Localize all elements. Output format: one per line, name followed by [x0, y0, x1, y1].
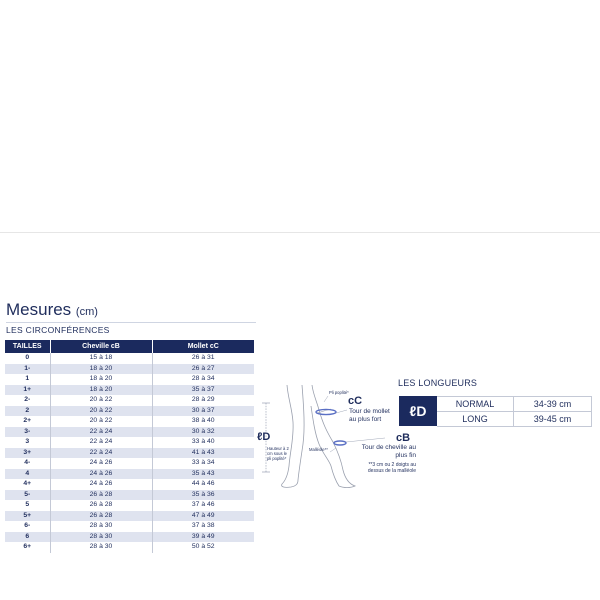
calf-cell: 28 à 34 [152, 374, 254, 385]
ankle-cell: 26 à 28 [50, 511, 152, 522]
calf-cell: 39 à 49 [152, 532, 254, 543]
calf-cell: 26 à 27 [152, 364, 254, 375]
size-row [5, 479, 254, 490]
size-cell: 5+ [5, 511, 50, 522]
size-row [5, 437, 254, 448]
calf-cell: 38 à 40 [152, 416, 254, 427]
calf-cell: 26 à 31 [152, 353, 254, 364]
ankle-cell: 28 à 30 [50, 542, 152, 553]
top-divider [0, 232, 600, 233]
leg-illustration [257, 380, 417, 495]
length-row [437, 397, 592, 412]
size-cell: 5 [5, 500, 50, 511]
size-cell: 1+ [5, 385, 50, 396]
calf-cell: 35 à 37 [152, 385, 254, 396]
page-title [6, 300, 98, 320]
calf-cell: 30 à 37 [152, 406, 254, 417]
calf-cell: 41 à 43 [152, 448, 254, 459]
size-cell: 6 [5, 532, 50, 543]
size-row [5, 490, 254, 501]
title-main: Mesures [6, 300, 72, 319]
ankle-cell: 15 à 18 [50, 353, 152, 364]
size-row [5, 500, 254, 511]
ankle-cell: 18 à 20 [50, 364, 152, 375]
size-cell: 2+ [5, 416, 50, 427]
size-cell: 1 [5, 374, 50, 385]
title-unit: (cm) [75, 306, 98, 318]
cc-label: cC [348, 395, 363, 407]
size-cell: 4- [5, 458, 50, 469]
ankle-cell: 24 à 26 [50, 458, 152, 469]
size-cell: 3- [5, 427, 50, 438]
header-calf: Mollet cC [152, 340, 254, 353]
sizes-header-row [5, 340, 254, 353]
title-underline [6, 322, 256, 323]
calf-cell: 30 à 32 [152, 427, 254, 438]
calf-cell: 37 à 46 [152, 500, 254, 511]
length-value: 39-45 cm [514, 412, 592, 427]
ankle-cell: 22 à 24 [50, 448, 152, 459]
header-sizes: TAILLES [5, 340, 50, 353]
ankle-cell: 26 à 28 [50, 490, 152, 501]
size-cell: 6- [5, 521, 50, 532]
calf-cell: 33 à 34 [152, 458, 254, 469]
size-row [5, 385, 254, 396]
calf-cell: 37 à 38 [152, 521, 254, 532]
calf-cell: 28 à 29 [152, 395, 254, 406]
leg-diagram [257, 380, 417, 495]
ankle-cell: 22 à 24 [50, 437, 152, 448]
size-row [5, 469, 254, 480]
size-cell: 4 [5, 469, 50, 480]
ankle-cell: 18 à 20 [50, 385, 152, 396]
size-row [5, 406, 254, 417]
size-row [5, 416, 254, 427]
ankle-cell: 20 à 22 [50, 406, 152, 417]
ankle-cell: 20 à 22 [50, 416, 152, 427]
lengths-table [437, 396, 592, 427]
size-row [5, 395, 254, 406]
ld-label: ℓD [257, 431, 271, 443]
calf-cell: 44 à 46 [152, 479, 254, 490]
pli-label: Pli poplité* [329, 390, 349, 395]
cb-label: cB [396, 432, 411, 444]
calf-cell: 47 à 49 [152, 511, 254, 522]
length-name: LONG [437, 412, 514, 427]
ld-note: Hauteur à 2 cm sous le pli poplité* [267, 446, 289, 461]
size-row [5, 353, 254, 364]
calf-cell: 35 à 43 [152, 469, 254, 480]
cb-note: **3 cm ou 2 doigts au dessus de la malléole [367, 462, 416, 474]
cc-desc: Tour de mollet au plus fort [349, 408, 390, 423]
size-cell: 2- [5, 395, 50, 406]
ankle-cell: 24 à 26 [50, 479, 152, 490]
calf-cell: 50 à 52 [152, 542, 254, 553]
malleole-label: Malléole** [309, 447, 328, 452]
size-cell: 3+ [5, 448, 50, 459]
size-cell: 1- [5, 364, 50, 375]
size-row [5, 521, 254, 532]
ankle-cell: 26 à 28 [50, 500, 152, 511]
sizes-table [5, 340, 254, 553]
size-row [5, 532, 254, 543]
size-cell: 2 [5, 406, 50, 417]
ankle-cell: 24 à 26 [50, 469, 152, 480]
size-row [5, 448, 254, 459]
circumferences-label: LES CIRCONFÉRENCES [6, 325, 110, 335]
length-badge: ℓD [399, 396, 437, 426]
size-cell: 3 [5, 437, 50, 448]
size-row [5, 364, 254, 375]
calf-cell: 33 à 40 [152, 437, 254, 448]
cb-desc: Tour de cheville au plus fin [361, 444, 416, 459]
ankle-cell: 22 à 24 [50, 427, 152, 438]
header-ankle: Cheville cB [50, 340, 152, 353]
size-row [5, 427, 254, 438]
size-row [5, 374, 254, 385]
ankle-cell: 18 à 20 [50, 374, 152, 385]
length-row [437, 412, 592, 427]
size-cell: 6+ [5, 542, 50, 553]
ankle-cell: 20 à 22 [50, 395, 152, 406]
calf-cell: 35 à 36 [152, 490, 254, 501]
length-name: NORMAL [437, 397, 514, 412]
size-row [5, 458, 254, 469]
size-cell: 5- [5, 490, 50, 501]
size-cell: 0 [5, 353, 50, 364]
size-row [5, 542, 254, 553]
ankle-cell: 28 à 30 [50, 521, 152, 532]
size-cell: 4+ [5, 479, 50, 490]
lengths-label: LES LONGUEURS [398, 378, 478, 388]
size-row [5, 511, 254, 522]
title-block [6, 300, 98, 320]
ankle-cell: 28 à 30 [50, 532, 152, 543]
length-value: 34-39 cm [514, 397, 592, 412]
